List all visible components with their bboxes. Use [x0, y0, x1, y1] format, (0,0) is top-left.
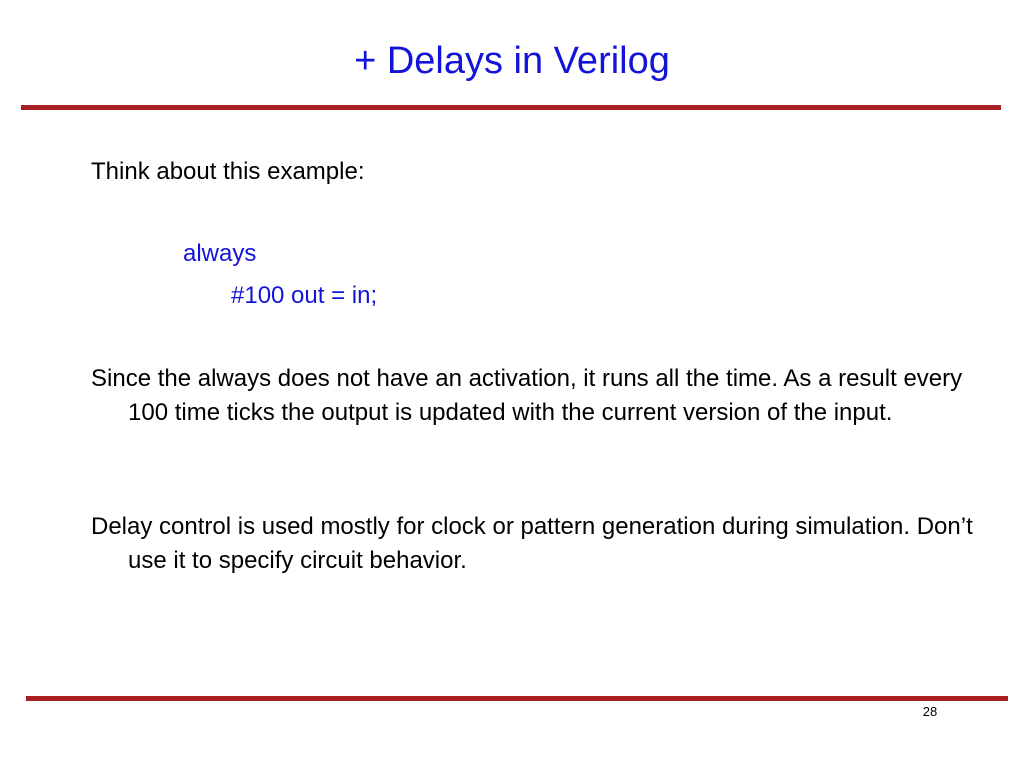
bottom-divider — [26, 696, 1008, 701]
code-line-assignment: #100 out = in; — [231, 282, 378, 309]
paragraph-activation: Since the always does not have an activation, it runs all the time. As a result every 100 time ticks the output is updated with the current version of the input. — [91, 365, 963, 426]
paragraph-delay-control: Delay control is used mostly for clock or pattern generation during simulation. Don’t use it to specify circuit behavior. — [91, 513, 973, 574]
code-line-always: always — [183, 240, 257, 267]
page-number: 28 — [922, 704, 938, 719]
slide-title: + Delays in Verilog — [354, 40, 670, 82]
intro-text: Think about this example: — [91, 158, 365, 185]
top-divider — [21, 105, 1001, 110]
